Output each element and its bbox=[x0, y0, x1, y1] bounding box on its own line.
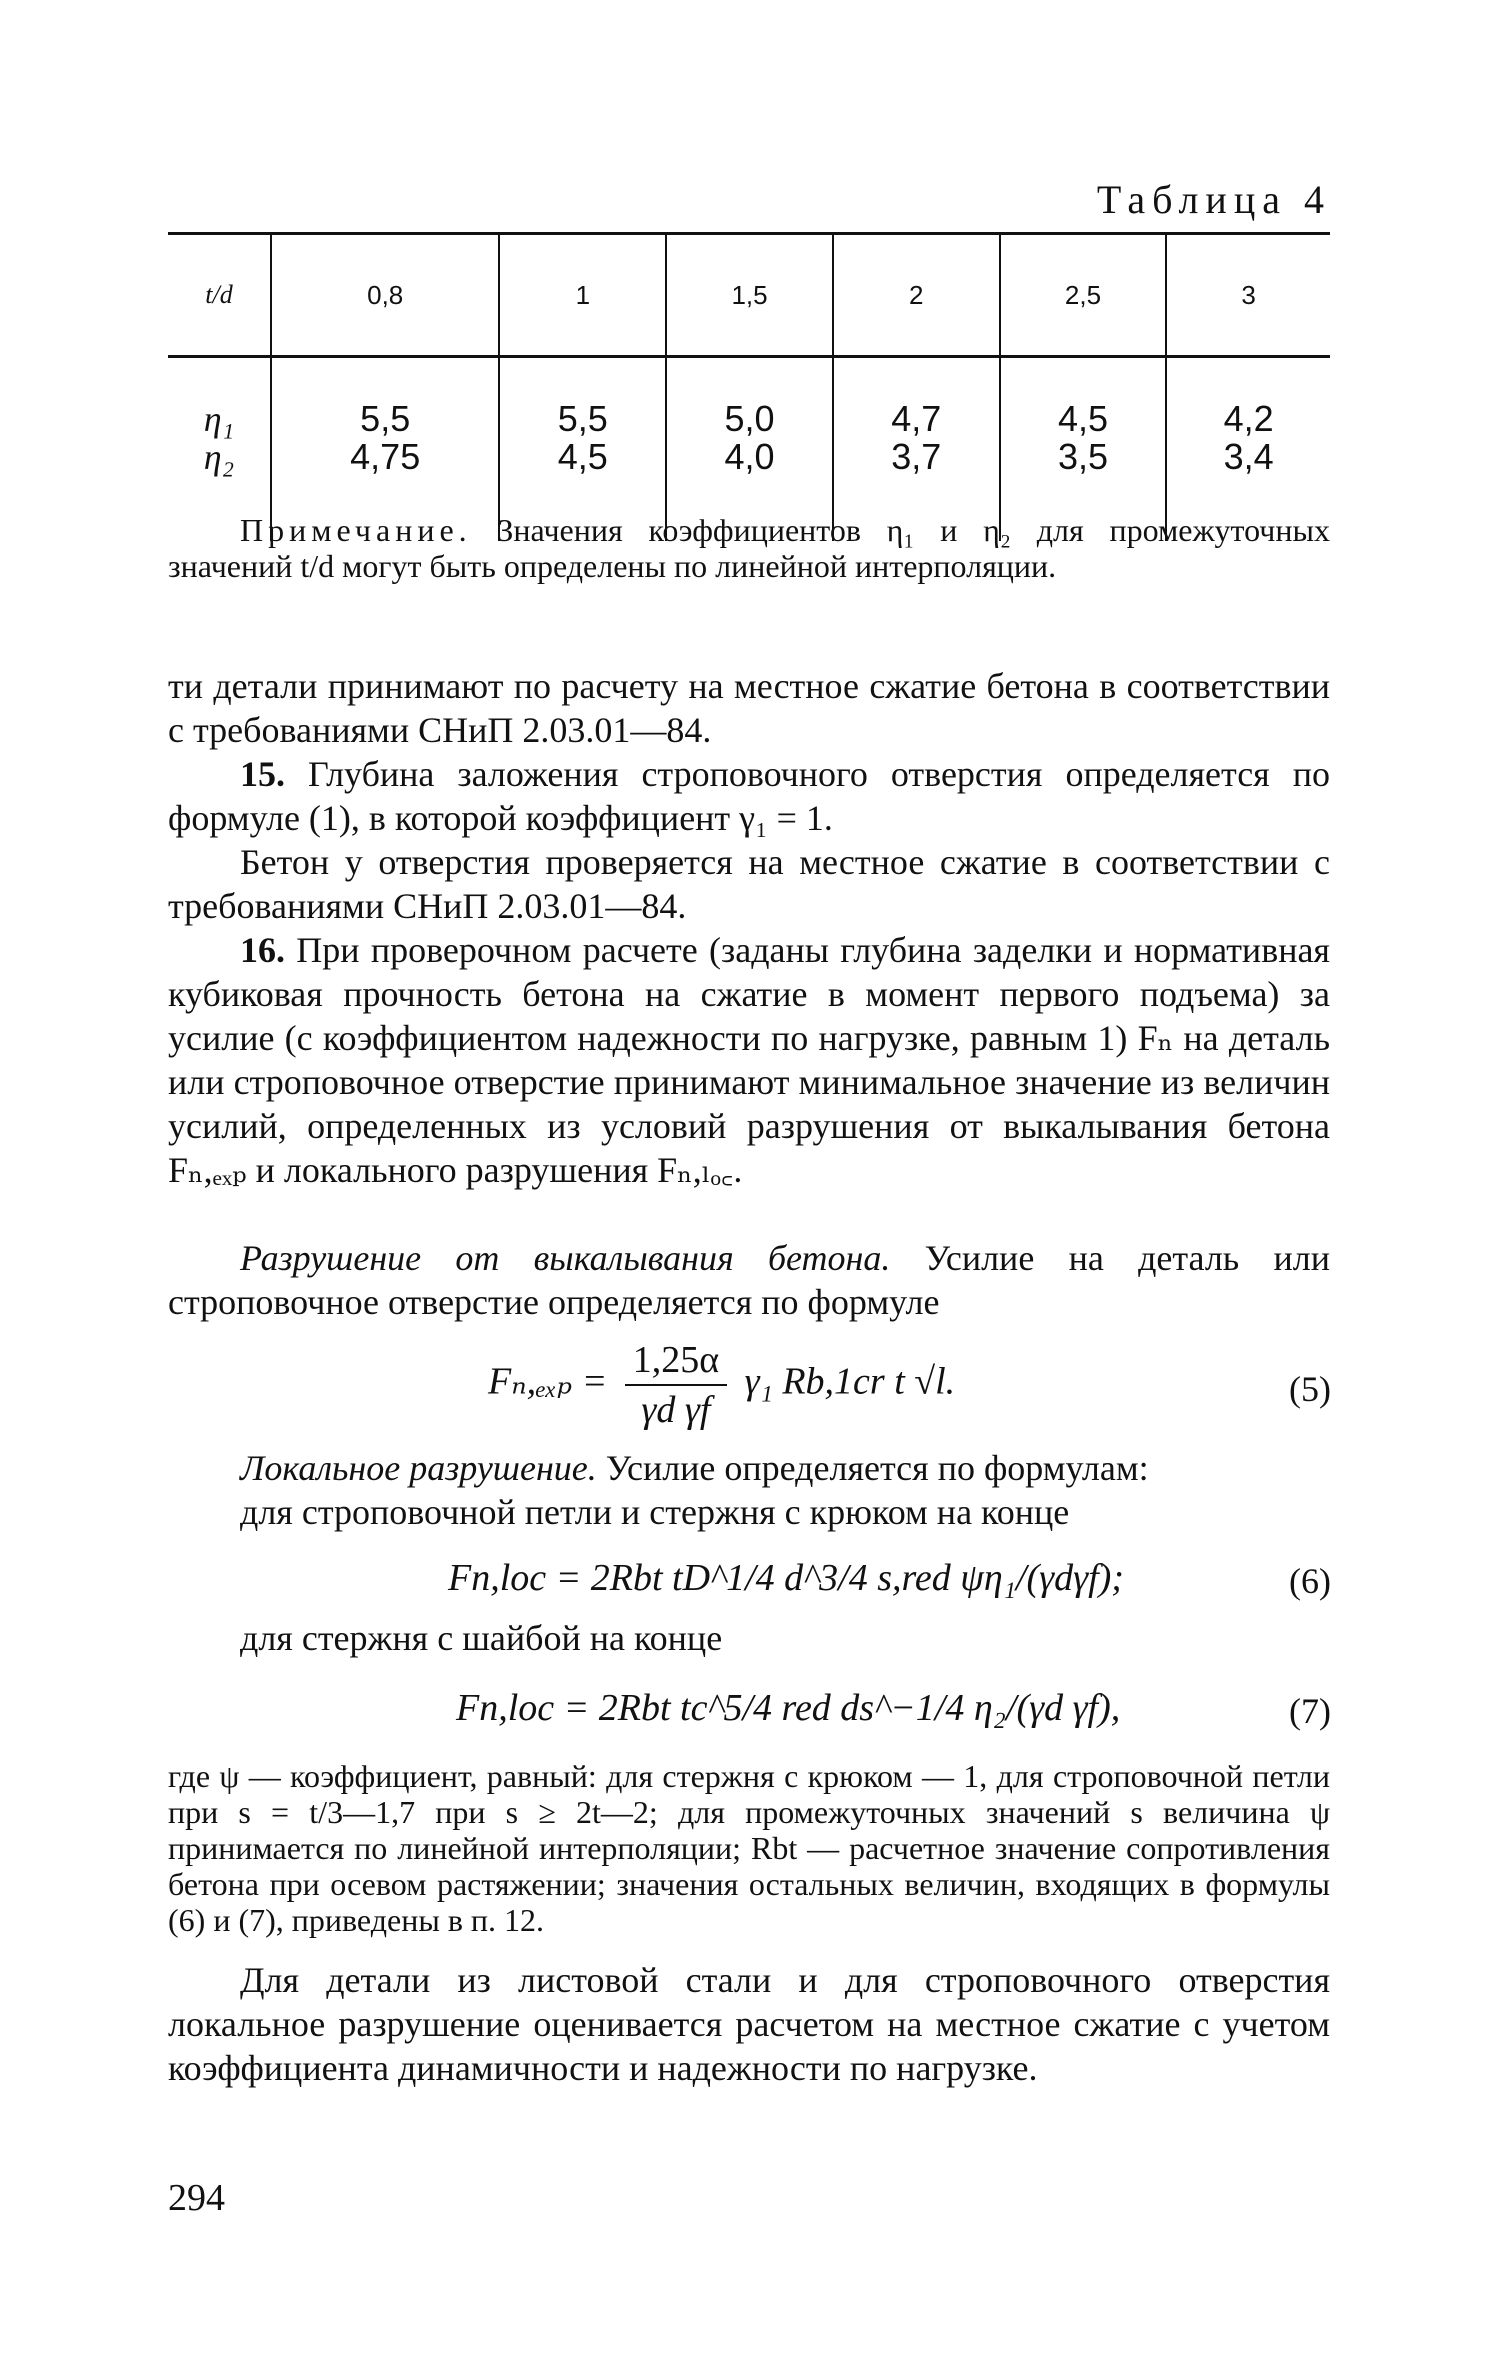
table-4 bbox=[168, 232, 1330, 541]
formula-rhs: γ₁ Rb,1cr t √l. bbox=[744, 1360, 956, 1403]
fraction-numerator: 1,25α bbox=[625, 1338, 727, 1386]
paragraph-text: Усилие на деталь или строповочное отверстие определяется по формуле bbox=[168, 1238, 1330, 1322]
paragraph-number: 16. bbox=[240, 930, 285, 970]
formula-5 bbox=[488, 1338, 955, 1432]
paragraph-local bbox=[168, 1446, 1330, 1490]
equation-number: (6) bbox=[1289, 1561, 1331, 1601]
paragraph-15 bbox=[168, 752, 1330, 840]
paragraph-loop-hook: для строповочной петли и стержня с крюком на конце bbox=[240, 1492, 1070, 1532]
table-header-cell: 3 bbox=[1166, 234, 1330, 357]
table-header-row bbox=[168, 234, 1330, 357]
table-header-cell: 1 bbox=[499, 234, 666, 357]
equation-number: (7) bbox=[1289, 1691, 1331, 1731]
table-cell: 5,0 4,0 bbox=[666, 357, 833, 542]
table-note bbox=[168, 512, 1330, 584]
paragraph-text: Глубина заложения строповочного отверстия определяется по формуле (1), в которой коэффициент γ₁ = 1. bbox=[168, 754, 1330, 838]
paragraph-sheet-steel: Для детали из листовой стали и для строповочного отверстия локальное разрушение оценивается расчетом на местное сжатие с учетом коэффициента динамичности и надежности по нагрузке. bbox=[168, 1960, 1330, 2088]
note-label: Примечание. bbox=[240, 512, 472, 548]
table-cell: 4,5 3,5 bbox=[1000, 357, 1167, 542]
table-header-cell: t/d bbox=[168, 234, 271, 357]
table-header-cell: 2,5 bbox=[1000, 234, 1167, 357]
paragraph-continuation: ти детали принимают по расчету на местное сжатие бетона в соответствии с требованиями СНиП 2.03.01—84. bbox=[168, 666, 1330, 750]
paragraph-punching bbox=[168, 1236, 1330, 1324]
formula-7: Fn,loc = 2Rbt tc^5/4 red ds^−1/4 η₂/(γd γf), bbox=[456, 1687, 1121, 1729]
section-heading: Разрушение от выкалывания бетона. bbox=[240, 1238, 891, 1278]
page-number: 294 bbox=[168, 2177, 225, 2219]
table-cell: 5,5 4,75 bbox=[271, 357, 500, 542]
note-text: Значения коэффициентов η₁ и η₂ для промежуточных значений t/d могут быть определены по линейной интерполяции. bbox=[168, 512, 1330, 584]
paragraph-where: где ψ — коэффициент, равный: для стержня с крюком — 1, для строповочной петли при s = t/3—1,7 при s ≥ 2t—2; для промежуточных значений s величина ψ принимается по линейной интерполяции; Rbt — расчетное значение сопротивления бетона при осевом растяжении; значения остальных величин, входящих в формулы (6) и (7), приведены в п. 12. bbox=[168, 1758, 1330, 1938]
table-caption: Таблица 4 bbox=[1096, 177, 1331, 222]
paragraph-washer: для стержня с шайбой на конце bbox=[240, 1618, 723, 1658]
table-cell: 5,5 4,5 bbox=[499, 357, 666, 542]
table-header-cell: 1,5 bbox=[666, 234, 833, 357]
fraction-denominator: γd γf bbox=[641, 1389, 711, 1431]
table-cell: η₁ η₂ bbox=[203, 399, 235, 477]
formula-6: Fn,loc = 2Rbt tD^1/4 d^3/4 s,red ψη₁/(γdγf); bbox=[448, 1557, 1124, 1599]
paragraph-concrete-check: Бетон у отверстия проверяется на местное сжатие в соответствии с требованиями СНиП 2.03.01—84. bbox=[168, 842, 1330, 926]
paragraph-number: 15. bbox=[240, 754, 285, 794]
paragraph-16 bbox=[168, 928, 1330, 1192]
table-header-cell: 2 bbox=[833, 234, 1000, 357]
section-heading: Локальное разрушение. bbox=[240, 1448, 597, 1488]
formula-fraction bbox=[625, 1338, 727, 1432]
table-cell: 4,2 3,4 bbox=[1166, 357, 1330, 542]
paragraph-text: Усилие определяется по формулам: bbox=[596, 1448, 1149, 1488]
formula-lhs: Fₙ,ₑₓₚ = bbox=[488, 1360, 608, 1403]
table-header-cell: 0,8 bbox=[271, 234, 500, 357]
equation-number: (5) bbox=[1289, 1369, 1331, 1409]
paragraph-text: При проверочном расчете (заданы глубина заделки и нормативная кубиковая прочность бетона на сжатие в момент первого подъема) за усилие (с коэффициентом надежности по нагрузке, равным 1) Fₙ на деталь или строповочное отверстие принимают минимальное значение из величин усилий, определенных из условий разрушения от выкалывания бетона Fₙ,ₑₓₚ и локального разрушения Fₙ,ₗₒ꜀. bbox=[168, 930, 1330, 1190]
table-cell: 4,7 3,7 bbox=[833, 357, 1000, 542]
